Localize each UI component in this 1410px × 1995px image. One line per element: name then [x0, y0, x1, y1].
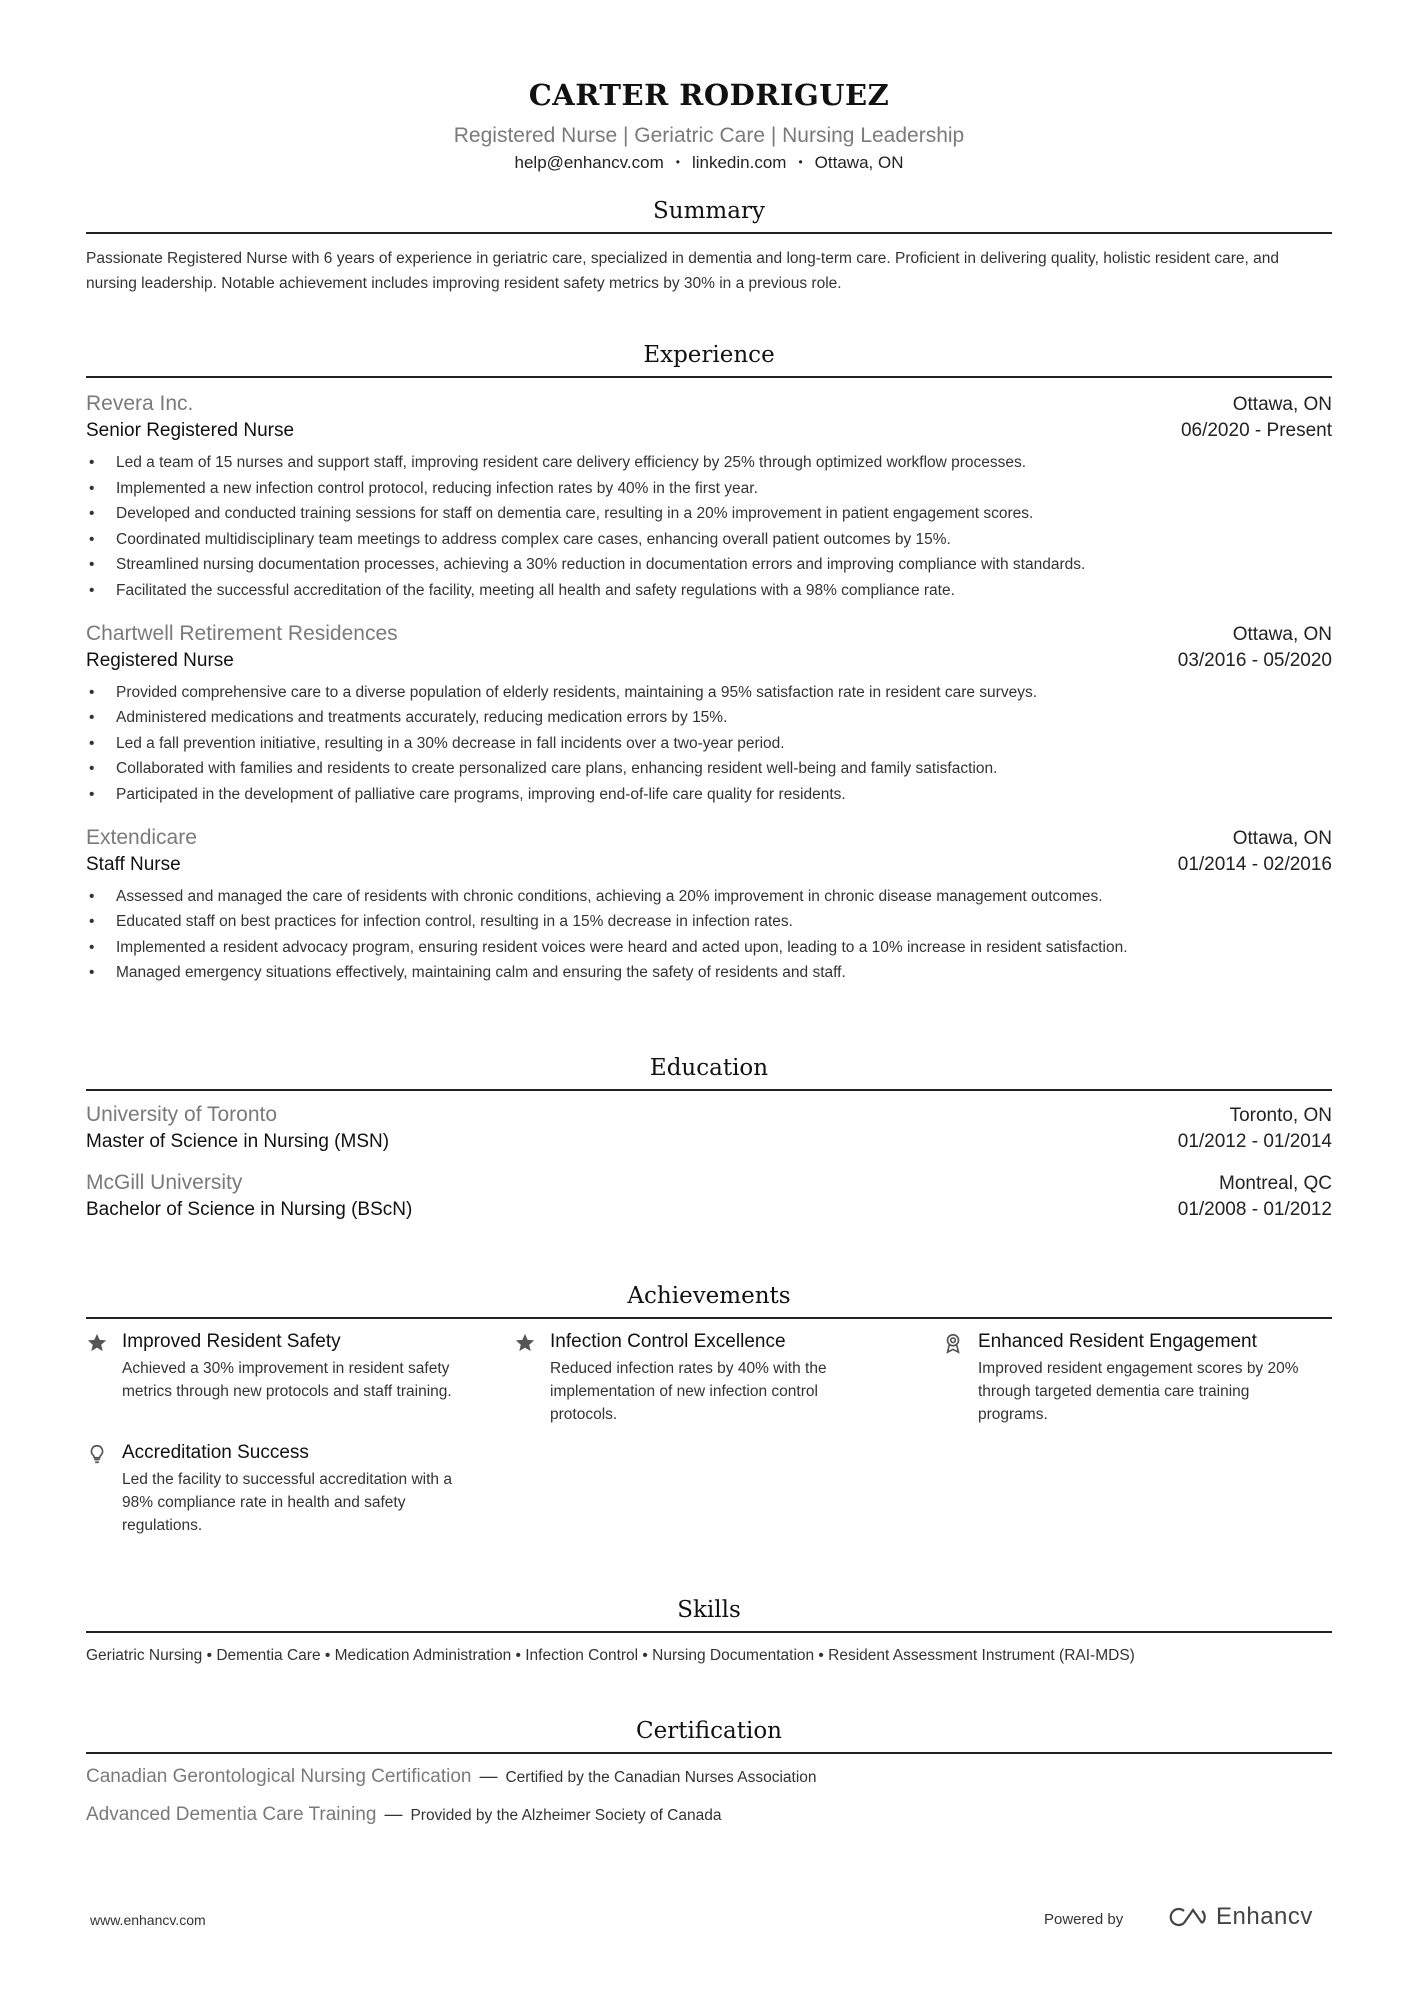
- summary-section: [86, 198, 1332, 296]
- achievement-item: [86, 1442, 514, 1537]
- star-icon: [86, 1331, 122, 1426]
- job-bullet: • Developed and conducted training sessions for staff on dementia care, resulting in a 20% improvement in patient engagement scores.: [86, 501, 1332, 527]
- education-dates: 01/2008 - 01/2012: [1177, 1199, 1332, 1220]
- job-company: Chartwell Retirement Residences: [86, 621, 398, 645]
- experience-section: [86, 342, 1332, 986]
- achievement-item: [942, 1331, 1332, 1426]
- contact-location: Ottawa, ON: [814, 153, 904, 172]
- contact-email[interactable]: help@enhancv.com: [514, 153, 664, 172]
- job-role: Senior Registered Nurse: [86, 420, 295, 441]
- job-entry: [86, 826, 1332, 986]
- certification-desc: Provided by the Alzheimer Society of Canada: [410, 1807, 722, 1824]
- education-degree: Master of Science in Nursing (MSN): [86, 1131, 390, 1152]
- education-section: [86, 1055, 1332, 1221]
- job-location: Ottawa, ON: [1232, 394, 1332, 415]
- job-bullet: • Educated staff on best practices for infection control, resulting in a 15% decrease in infection rates.: [86, 909, 1332, 935]
- achievement-item: [514, 1331, 942, 1426]
- job-entry: [86, 392, 1332, 604]
- star-icon: [514, 1331, 550, 1426]
- job-bullet: • Assessed and managed the care of residents with chronic conditions, achieving a 20% improvement in chronic disease management outcomes.: [86, 884, 1332, 910]
- footer-url[interactable]: www.enhancv.com: [90, 1912, 206, 1928]
- job-bullet: • Participated in the development of palliative care programs, improving end-of-life care quality for residents.: [86, 782, 1332, 808]
- contact-linkedin[interactable]: linkedin.com: [691, 153, 787, 172]
- resume-page: [86, 0, 1332, 1825]
- footer-powered-by: Powered by: [1044, 1911, 1124, 1928]
- certification-name: Advanced Dementia Care Training: [86, 1804, 377, 1825]
- certification-desc: Certified by the Canadian Nurses Association: [505, 1769, 817, 1786]
- job-bullet: • Implemented a resident advocacy program, ensuring resident voices were heard and acted upon, leading to a 10% increase in resident satisfaction.: [86, 935, 1332, 961]
- certification-dash: —: [384, 1804, 403, 1824]
- achievement-item: [86, 1331, 514, 1426]
- education-school: McGill University: [86, 1171, 243, 1194]
- summary-text: Passionate Registered Nurse with 6 years of experience in geriatric care, specialized in dementia and long-term care. Proficient in delivering quality, holistic resident care, and nursing leadership. Notable achievement includes improving resident safety metrics by 30% in a previous role.: [86, 250, 1279, 292]
- job-bullets: [86, 680, 1332, 808]
- job-bullet: • Coordinated multidisciplinary team meetings to address complex care cases, enhancing overall patient outcomes by 15%.: [86, 527, 1332, 553]
- achievement-title: Enhanced Resident Engagement: [978, 1331, 1257, 1352]
- job-bullet: • Provided comprehensive care to a diverse population of elderly residents, maintaining a 95% satisfaction rate in resident care surveys.: [86, 680, 1332, 706]
- resume-header: [86, 0, 1332, 173]
- contact-separator: •: [798, 155, 803, 169]
- enhancv-logo-text: Enhancv: [1216, 1903, 1313, 1930]
- achievements-grid: [86, 1331, 1332, 1537]
- education-entry: [86, 1103, 1332, 1153]
- job-dates: 01/2014 - 02/2016: [1177, 853, 1332, 875]
- education-school: University of Toronto: [86, 1103, 278, 1126]
- job-company: Extendicare: [86, 825, 197, 849]
- section-title: Achievements: [86, 1283, 1332, 1319]
- section-title: Education: [86, 1055, 1332, 1091]
- education-location: Toronto, ON: [1229, 1105, 1332, 1126]
- job-dates: 03/2016 - 05/2020: [1177, 649, 1332, 671]
- job-bullet: • Implemented a new infection control protocol, reducing infection rates by 40% in the first year.: [86, 476, 1332, 502]
- job-bullet: • Led a team of 15 nurses and support staff, improving resident care delivery efficiency by 25% through optimized workflow processes.: [86, 450, 1332, 476]
- section-title: Summary: [86, 198, 1332, 234]
- enhancv-logo[interactable]: [1164, 1903, 1313, 1931]
- lightbulb-icon: [86, 1442, 122, 1537]
- education-degree: Bachelor of Science in Nursing (BScN): [86, 1199, 413, 1220]
- achievement-desc: Led the facility to successful accreditation with a 98% compliance rate in health and safety regulations.: [122, 1471, 452, 1534]
- job-bullet: • Led a fall prevention initiative, resulting in a 30% decrease in fall incidents over a two-year period.: [86, 731, 1332, 757]
- job-location: Ottawa, ON: [1232, 623, 1332, 645]
- achievement-desc: Reduced infection rates by 40% with the implementation of new infection control protocols.: [550, 1360, 827, 1423]
- skills-section: [86, 1597, 1332, 1665]
- certification-dash: —: [479, 1766, 498, 1786]
- certification-item: [86, 1804, 1332, 1826]
- section-title: Experience: [86, 342, 1332, 378]
- job-bullets: [86, 884, 1332, 986]
- certification-name: Canadian Gerontological Nursing Certification: [86, 1766, 472, 1787]
- job-bullet: • Facilitated the successful accreditation of the facility, meeting all health and safety regulations with a 98% compliance rate.: [86, 578, 1332, 604]
- section-title: Skills: [86, 1597, 1332, 1633]
- job-dates: 06/2020 - Present: [1180, 420, 1332, 441]
- job-location: Ottawa, ON: [1232, 827, 1332, 849]
- job-bullet: • Collaborated with families and residents to create personalized care plans, enhancing resident well-being and family satisfaction.: [86, 756, 1332, 782]
- achievement-title: Improved Resident Safety: [122, 1331, 341, 1352]
- enhancv-logo-icon: [1164, 1904, 1210, 1930]
- job-role: Registered Nurse: [86, 649, 234, 671]
- job-bullet: • Managed emergency situations effectively, maintaining calm and ensuring the safety of residents and staff.: [86, 960, 1332, 986]
- candidate-tagline: Registered Nurse | Geriatric Care | Nursing Leadership: [453, 124, 965, 147]
- education-location: Montreal, QC: [1219, 1173, 1332, 1194]
- job-bullet: • Streamlined nursing documentation processes, achieving a 30% reduction in documentation errors and improving compliance with standards.: [86, 552, 1332, 578]
- job-bullets: [86, 450, 1332, 604]
- education-entry: [86, 1171, 1332, 1221]
- job-entry: [86, 622, 1332, 808]
- job-company: Revera Inc.: [86, 392, 194, 415]
- job-role: Staff Nurse: [86, 853, 181, 875]
- section-title: Certification: [86, 1718, 1332, 1754]
- certification-section: [86, 1718, 1332, 1826]
- achievement-title: Accreditation Success: [122, 1442, 309, 1463]
- skills-list: Geriatric Nursing • Dementia Care • Medication Administration • Infection Control • Nursing Documentation • Resident Assessment Instrument (RAI-MDS): [86, 1647, 1135, 1664]
- candidate-name: CARTER RODRIGUEZ: [528, 78, 890, 112]
- contact-separator: •: [675, 155, 680, 169]
- job-bullet: • Administered medications and treatments accurately, reducing medication errors by 15%.: [86, 705, 1332, 731]
- achievement-title: Infection Control Excellence: [550, 1331, 786, 1352]
- education-dates: 01/2012 - 01/2014: [1177, 1131, 1332, 1152]
- medal-icon: [942, 1331, 978, 1426]
- achievement-desc: Improved resident engagement scores by 20% through targeted dementia care training programs.: [978, 1360, 1299, 1423]
- certification-item: [86, 1766, 1332, 1788]
- achievements-section: [86, 1283, 1332, 1537]
- achievement-desc: Achieved a 30% improvement in resident safety metrics through new protocols and staff training.: [122, 1360, 452, 1400]
- contact-line: [86, 153, 1332, 173]
